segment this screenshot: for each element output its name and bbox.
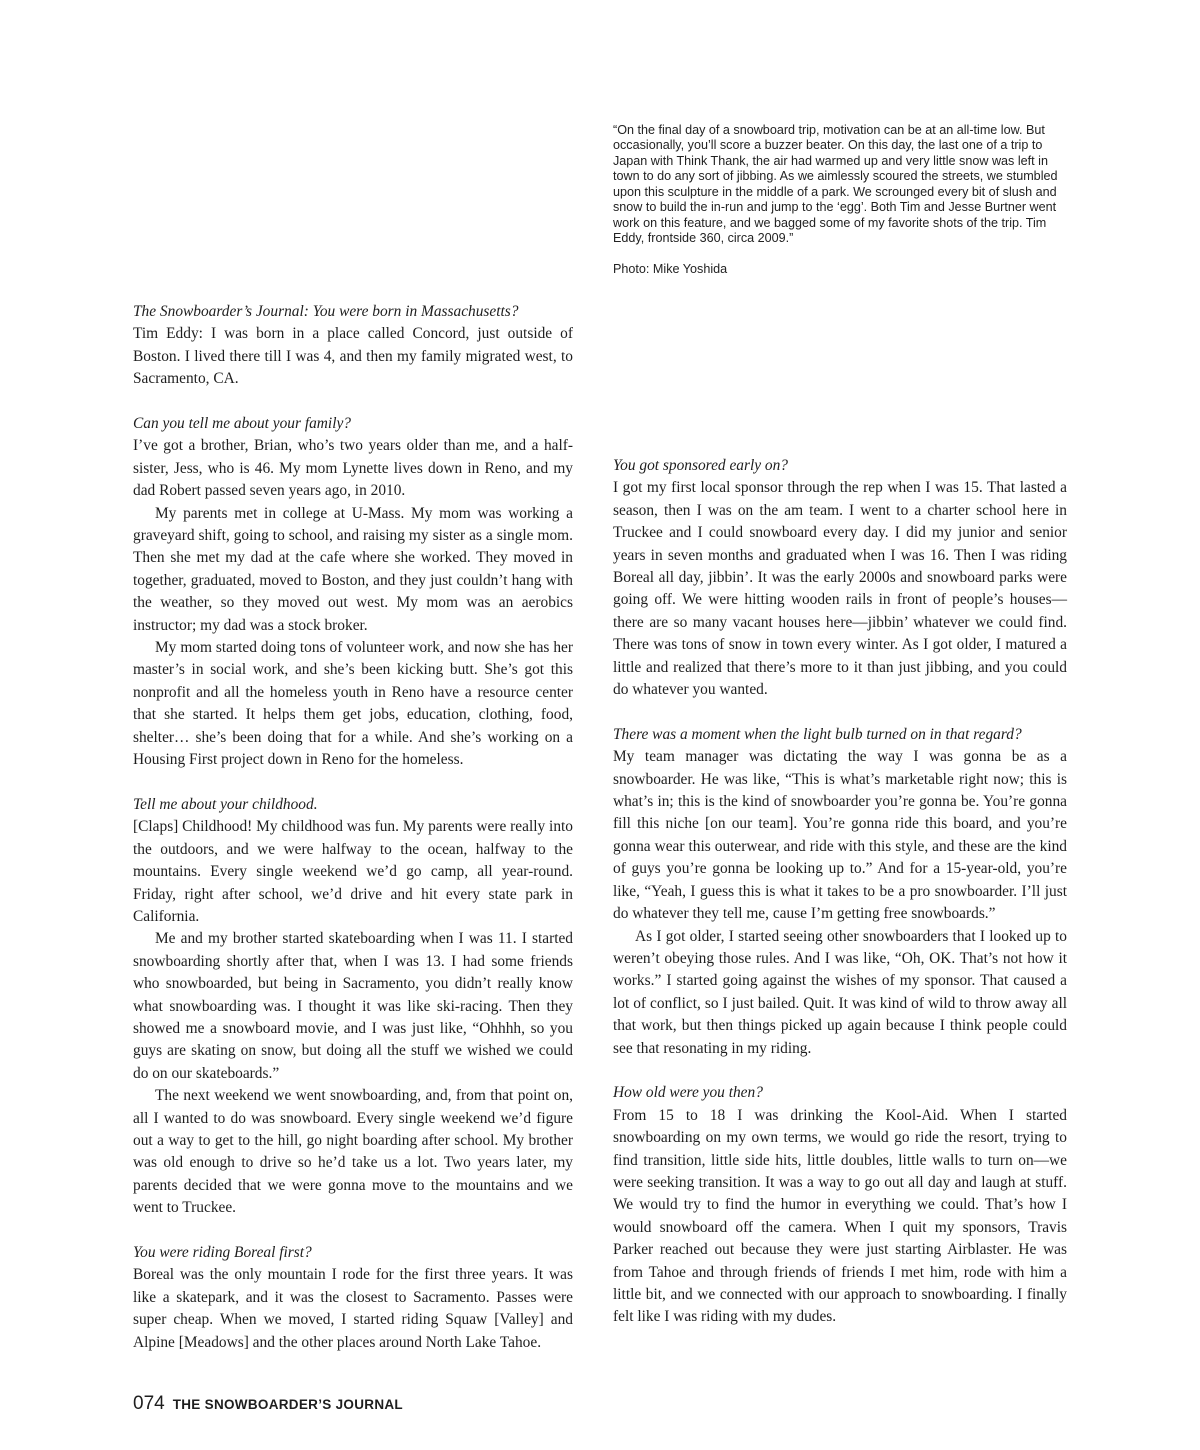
photo-credit: Photo: Mike Yoshida bbox=[613, 262, 728, 276]
interview-section bbox=[613, 1082, 1067, 1328]
answer-paragraph: I got my first local sponsor through the rep when I was 15. That lasted a season, then I was on the am team. I went to a charter school here in Truckee and I could snowboard every day. I did my junior and senior years in seven months and graduated when I was 16. Then I was riding Boreal all day, jibbin’. It was the early 2000s and snowboard parks were going off. We were hitting wooden rails in front of people’s houses—there are so many vacant houses here—jibbin’ whatever we could find. There was tons of snow in town every winter. As I got older, I matured a little and realized that there’s more to it than just jibbing, and you could do whatever you wanted. bbox=[613, 479, 1067, 699]
answer-paragraph: The next weekend we went snowboarding, and, from that point on, all I wanted to do was snowboard. Every single weekend we’d figure out a way to get to the hill, go night boarding after school. My brother was old enough to drive so he’d take us a lot. Two years later, my parents decided that we were gonna move to the mountains and we went to Truckee. bbox=[133, 1087, 573, 1217]
magazine-name: THE SNOWBOARDER’S JOURNAL bbox=[172, 1397, 403, 1412]
interview-question: How old were you then? bbox=[613, 1084, 763, 1102]
interview-section bbox=[613, 724, 1067, 1060]
left-column bbox=[133, 301, 573, 1376]
interview-question: You were riding Boreal first? bbox=[133, 1244, 312, 1262]
answer-paragraph: I’ve got a brother, Brian, who’s two years older than me, and a half-sister, Jess, who is 46. My mom Lynette lives down in Reno, and my dad Robert passed seven years ago, in 2010. bbox=[133, 437, 573, 500]
answer-paragraph: My parents met in college at U-Mass. My mom was working a graveyard shift, going to school, and raising my sister as a single mom. Then she met my dad at the cafe where she worked. They moved in together, graduated, moved to Boston, and they just couldn’t hang with the weather, so they moved out west. My mom was an aerobics instructor; my dad was a stock broker. bbox=[133, 504, 573, 634]
page-number: 074 bbox=[133, 1393, 165, 1414]
interview-question: There was a moment when the light bulb turned on in that regard? bbox=[613, 725, 1022, 743]
answer-paragraph: [Claps] Childhood! My childhood was fun. My parents were really into the outdoors, and we were halfway to the ocean, halfway to the mountains. Every single weekend we’d go camp, all year-round. Friday, right after school, we’d drive and hit every state park in California. bbox=[133, 818, 573, 925]
answer-paragraph: Boreal was the only mountain I rode for the first three years. It was like a skatepark, and it was the closest to Sacramento. Passes were super cheap. When we moved, I started riding Squaw [Valley] and Alpine [Meadows] and the other places around North Lake Tahoe. bbox=[133, 1266, 573, 1351]
answer-paragraph: From 15 to 18 I was drinking the Kool-Aid. When I started snowboarding on my own terms, we would go ride the resort, trying to find transition, little side hits, little doubles, little walls to turn on—we were seeking transition. It was a way to go out all day and laugh at stuff. We would try to find the humor in everything we could. That’s how I would snowboard off the camera. When I quit my sponsors, Travis Parker reached out because they were just starting Airblaster. He was from Tahoe and through friends of friends I met him, rode with him a little bit, and we connected with our approach to snowboarding. I finally felt like I was riding with my dudes. bbox=[613, 1106, 1067, 1326]
interview-section bbox=[133, 794, 573, 1220]
interview-question: Can you tell me about your family? bbox=[133, 415, 352, 433]
interview-question: You got sponsored early on? bbox=[613, 457, 789, 474]
interview-section bbox=[133, 301, 573, 391]
interview-section bbox=[133, 1242, 573, 1354]
interview-question: Tell me about your childhood. bbox=[133, 795, 318, 813]
interview-question: The Snowboarder’s Journal: You were born in Massachusetts? bbox=[133, 303, 519, 320]
photo-caption bbox=[613, 107, 1073, 293]
page-footer bbox=[133, 1393, 403, 1415]
answer-paragraph: My mom started doing tons of volunteer work, and now she has her master’s in social work, and she’s been kicking butt. She’s got this nonprofit and all the homeless youth in Reno have a resource center that she started. It helps them get jobs, education, clothing, food, shelter… she’s been doing that for a while. And she’s working on a Housing First project down in Reno for the homeless. bbox=[133, 639, 573, 769]
interview-section bbox=[133, 413, 573, 772]
answer-paragraph: My team manager was dictating the way I was gonna be as a snowboarder. He was like, “This is what’s marketable right now; this is what’s in; this is the kind of snowboarder you’re gonna be. You’re gonna fill this niche [on our team]. You’re gonna ride this board, and you’re gonna wear this outerwear, and ride with this style, and these are the kind of guys you’re gonna be looking up to.” And for a 15-year-old, you’re like, “Yeah, I guess this is what it takes to be a pro snowboarder. I’ll just do whatever they tell me, cause I’m getting free snowboards.” bbox=[613, 748, 1067, 923]
answer-paragraph: Tim Eddy: I was born in a place called Concord, just outside of Boston. I lived there till I was 4, and then my family migrated west, to Sacramento, CA. bbox=[133, 325, 573, 388]
interview-section bbox=[613, 455, 1067, 701]
answer-paragraph: Me and my brother started skateboarding when I was 11. I started snowboarding shortly after that, when I was 13. I had some friends who snowboarded, but being in Sacramento, you didn’t really know what snowboarding was. I thought it was like ski-racing. Then they showed me a snowboard movie, and I was just like, “Ohhhh, so you guys are skating on snow, but doing all the stuff we wished we could do on our skateboards.” bbox=[133, 930, 573, 1082]
right-column bbox=[613, 455, 1067, 1351]
caption-text: “On the final day of a snowboard trip, motivation can be at an all-time low. But occasionally, you’ll score a buzzer beater. On this day, the last one of a trip to Japan with Think Thank, the air had warmed up and very little snow was left in town to do any sort of jibbing. As we aimlessly scoured the streets, we stumbled upon this sculpture in the middle of a park. We scrounged every bit of slush and snow to build the in-run and jump to the ‘egg’. Both Tim and Jesse Burtner went work on this feature, and we bagged some of my favorite shots of the trip. Tim Eddy, frontside 360, circa 2009.” bbox=[613, 122, 1058, 245]
answer-paragraph: As I got older, I started seeing other snowboarders that I looked up to weren’t obeying those rules. And I was like, “Oh, OK. That’s not how it works.” I started going against the wishes of my sponsor. That caused a lot of conflict, so I just bailed. Quit. It was kind of wild to throw away all that work, but then things picked up again because I think people could see that resonating in my riding. bbox=[613, 927, 1067, 1057]
